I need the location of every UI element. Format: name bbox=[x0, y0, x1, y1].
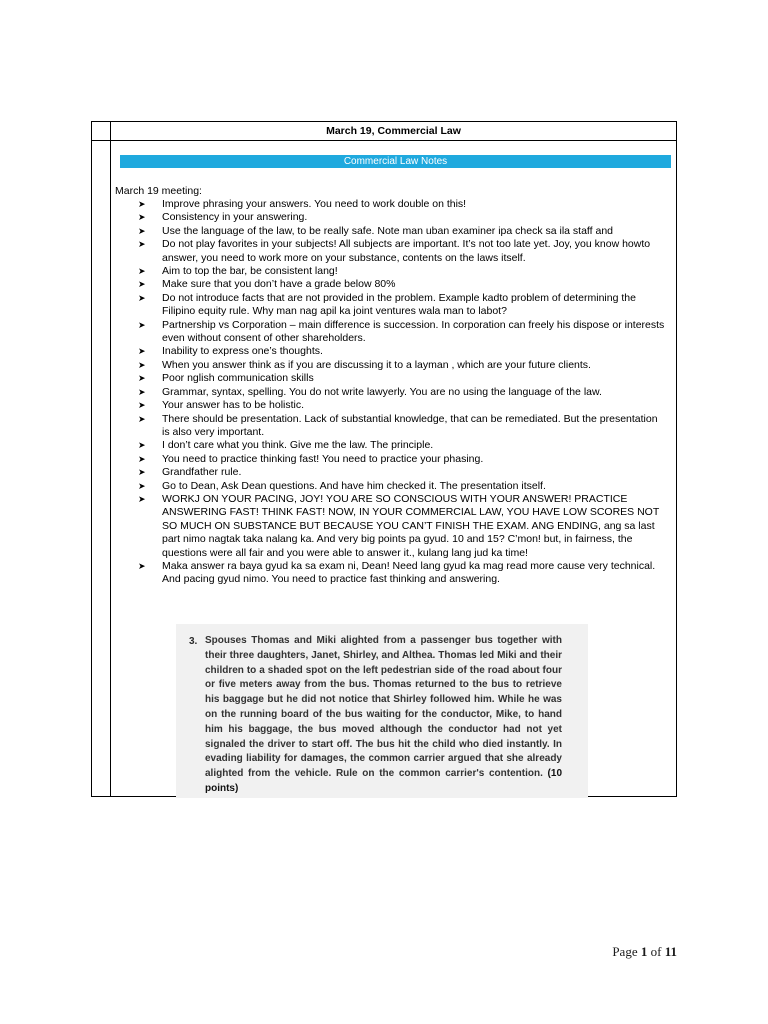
list-item bbox=[138, 319, 666, 346]
list-item-text: Grammar, syntax, spelling. You do not write lawyerly. You are no using the language of the law. bbox=[162, 385, 602, 398]
list-item bbox=[138, 345, 666, 358]
page-current: 1 bbox=[640, 944, 648, 959]
arrow-bullet-icon: ➤ bbox=[138, 212, 146, 223]
arrow-bullet-icon: ➤ bbox=[138, 440, 146, 451]
page-number bbox=[612, 944, 677, 960]
list-item bbox=[138, 372, 666, 385]
arrow-bullet-icon: ➤ bbox=[138, 467, 146, 478]
question-text bbox=[205, 634, 562, 797]
list-item bbox=[138, 278, 666, 291]
question-body: Spouses Thomas and Miki alighted from a passenger bus together with their three daughters, Janet, Shirley, and Althea. Thomas led Miki and their children to a shaded spot on the left pedestrian side of the road about four or five meters away from the bus. Thomas returned to the bus to retrieve his baggage but he did not notice that Shirley followed him. While he was on the running board of the bus waiting for the conductor, Mike, to hand him his baggage, the bus moved although the conductor had not yet signaled the driver to start off. The bus hit the child who died instantly. In evading liability for damages, the common carrier argued that she already alighted from the vehicle. Rule on the common carrier's contention. bbox=[205, 635, 562, 780]
notes-heading-bar: Commercial Law Notes bbox=[120, 155, 671, 168]
arrow-bullet-icon: ➤ bbox=[138, 279, 146, 290]
list-item-text: Aim to top the bar, be consistent lang! bbox=[162, 265, 338, 278]
page-word: Page bbox=[612, 944, 638, 959]
list-item bbox=[138, 198, 666, 211]
list-item bbox=[138, 560, 666, 587]
list-item bbox=[138, 493, 666, 560]
list-item bbox=[138, 453, 666, 466]
arrow-bullet-icon: ➤ bbox=[138, 239, 146, 250]
arrow-bullet-icon: ➤ bbox=[138, 493, 146, 504]
arrow-bullet-icon: ➤ bbox=[138, 292, 146, 303]
list-item-text: Poor nglish communication skills bbox=[162, 372, 314, 385]
list-item bbox=[138, 386, 666, 399]
arrow-bullet-icon: ➤ bbox=[138, 400, 146, 411]
notes-list bbox=[138, 198, 666, 587]
list-item-text: There should be presentation. Lack of substantial knowledge, that can be remediated. But the presentation is also very important. bbox=[162, 412, 658, 438]
list-item-text: Your answer has to be holistic. bbox=[162, 399, 305, 412]
list-item bbox=[138, 480, 666, 493]
list-item-text: Maka answer ra baya gyud ka sa exam ni, Dean! Need lang gyud ka mag read more cause very technical. And pacing gyud nimo. You need to practice fast thinking and answering. bbox=[162, 559, 656, 586]
question-points: (10 points) bbox=[205, 768, 562, 794]
list-item bbox=[138, 466, 666, 479]
arrow-bullet-icon: ➤ bbox=[138, 453, 146, 464]
list-item-text: Do not play favorites in your subjects! All subjects are important. It’s not too late yet. Joy, you know howto answer, you need to work more on your substance, contents on the laws itself. bbox=[162, 238, 651, 264]
list-item-text: Grandfather rule. bbox=[162, 466, 242, 479]
list-item-text: I don’t care what you think. Give me the law. The principle. bbox=[162, 439, 434, 452]
list-item-text: Inability to express one’s thoughts. bbox=[162, 345, 323, 358]
list-item bbox=[138, 211, 666, 224]
arrow-bullet-icon: ➤ bbox=[138, 413, 146, 424]
list-item-text: You need to practice thinking fast! You need to practice your phasing. bbox=[162, 452, 484, 465]
list-item bbox=[138, 265, 666, 278]
list-item bbox=[138, 399, 666, 412]
arrow-bullet-icon: ➤ bbox=[138, 560, 146, 571]
arrow-bullet-icon: ➤ bbox=[138, 386, 146, 397]
arrow-bullet-icon: ➤ bbox=[138, 359, 146, 370]
arrow-bullet-icon: ➤ bbox=[138, 225, 146, 236]
list-item bbox=[138, 359, 666, 372]
page-of: of bbox=[650, 944, 662, 959]
arrow-bullet-icon: ➤ bbox=[138, 373, 146, 384]
list-item bbox=[138, 225, 666, 238]
list-item-text: Improve phrasing your answers. You need to work double on this! bbox=[162, 198, 467, 210]
table-column-divider bbox=[110, 122, 111, 796]
list-item bbox=[138, 439, 666, 452]
list-item-text: Make sure that you don’t have a grade below 80% bbox=[162, 278, 396, 291]
page-title: March 19, Commercial Law bbox=[326, 125, 461, 137]
list-item-text: When you answer think as if you are discussing it to a layman , which are your future clients. bbox=[162, 358, 591, 371]
list-item-text: WORKJ ON YOUR PACING, JOY! YOU ARE SO CONSCIOUS WITH YOUR ANSWER! PRACTICE ANSWERING FAST! THINK FAST! NOW, IN YOUR COMMERCIAL LAW, YOU HAVE LOW SCORES NOT SO MUCH ON SUBSTANCE BUT BECAUSE YOU CAN’T FINISH THE EXAM. ANG ENDING, ang sa last part nimo nagtak taka nalang ka. And very big points pa gyud. 10 and 15? C’mon! but, in fairness, the questions were all fair and you were able to answer it., kulang lang jud ka time! bbox=[162, 492, 660, 559]
table-row-divider bbox=[92, 140, 676, 141]
exam-question-image bbox=[176, 624, 588, 798]
arrow-bullet-icon: ➤ bbox=[138, 199, 146, 209]
list-item-text: Partnership vs Corporation – main difference is succession. In corporation can freely his dispose or interests even without consent of other shareholders. bbox=[162, 318, 665, 345]
list-item bbox=[138, 238, 666, 265]
arrow-bullet-icon: ➤ bbox=[138, 266, 146, 277]
arrow-bullet-icon: ➤ bbox=[138, 346, 146, 357]
arrow-bullet-icon: ➤ bbox=[138, 319, 146, 330]
list-item bbox=[138, 413, 666, 440]
list-item-text: Use the language of the law, to be really safe. Note man uban examiner ipa check sa ila staff and bbox=[162, 224, 613, 237]
list-item-text: Consistency in your answering. bbox=[162, 211, 308, 224]
page-total: 11 bbox=[664, 944, 677, 959]
meeting-heading: March 19 meeting: bbox=[115, 185, 202, 197]
list-item-text: Go to Dean, Ask Dean questions. And have him checked it. The presentation itself. bbox=[162, 479, 546, 492]
arrow-bullet-icon: ➤ bbox=[138, 480, 146, 491]
list-item-text: Do not introduce facts that are not provided in the problem. Example kadto problem of determining the Filipino equity rule. Why man nag apil ka joint ventures wala man to labot? bbox=[162, 291, 636, 318]
question-number: 3. bbox=[189, 636, 198, 647]
list-item bbox=[138, 292, 666, 319]
